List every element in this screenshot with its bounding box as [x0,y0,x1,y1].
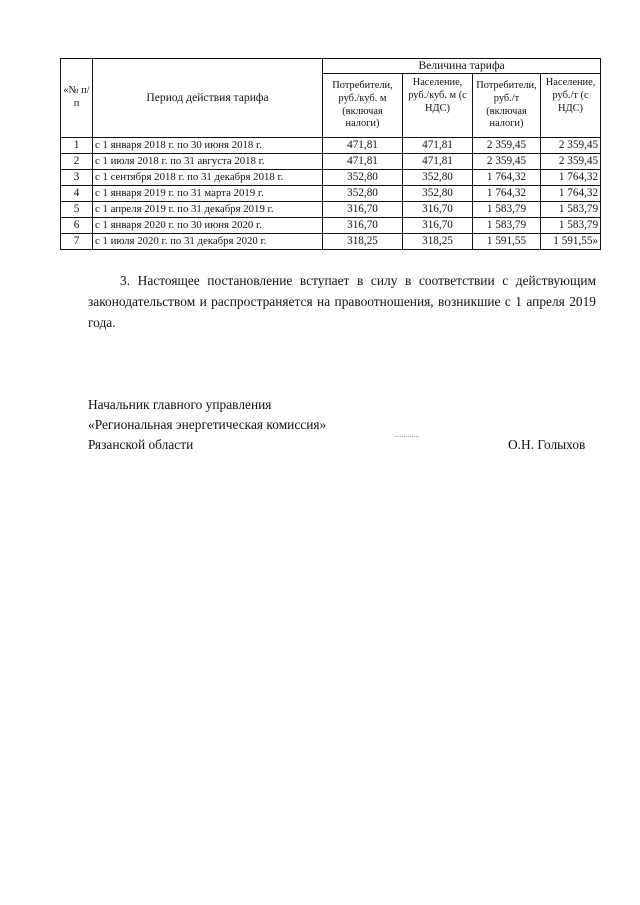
tariff-table [60,58,601,250]
row-consumers-m3: 316,70 [323,202,403,218]
row-consumers-t: 1 764,32 [473,186,541,202]
row-population-t: 2 359,45 [541,138,601,154]
row-number: 6 [61,218,93,234]
row-population-t: 1 764,32 [541,170,601,186]
table-row [61,138,601,154]
row-consumers-t: 2 359,45 [473,138,541,154]
row-consumers-m3: 352,80 [323,186,403,202]
row-number: 3 [61,170,93,186]
table-row [61,218,601,234]
header-period: Период действия тарифа [93,59,323,138]
row-consumers-t: 2 359,45 [473,154,541,170]
row-consumers-t: 1 583,79 [473,218,541,234]
header-consumers-m3: Потребители, руб./куб. м (включая налоги) [323,74,403,138]
row-consumers-t: 1 583,79 [473,202,541,218]
row-population-t: 1 591,55» [541,234,601,250]
clause-3-paragraph: 3. Настоящее постановление вступает в силу в соответствии с действующим законодательством и распространяется на правоотношения, возникшие с 1 апреля 2019 года. [88,273,596,330]
row-consumers-m3: 471,81 [323,154,403,170]
row-consumers-t: 1 764,32 [473,170,541,186]
row-number: 4 [61,186,93,202]
row-population-m3: 316,70 [403,218,473,234]
row-population-m3: 352,80 [403,170,473,186]
row-population-t: 2 359,45 [541,154,601,170]
table-row [61,170,601,186]
table-row [61,154,601,170]
row-number: 1 [61,138,93,154]
row-consumers-m3: 352,80 [323,170,403,186]
row-number: 2 [61,154,93,170]
signature-block [88,395,326,455]
header-population-m3: Население, руб./куб. м (с НДС) [403,74,473,138]
table-row [61,186,601,202]
header-population-t: Население, руб./т (с НДС) [541,74,601,138]
row-population-m3: 471,81 [403,154,473,170]
header-consumers-t: Потребители, руб./т (включая налоги) [473,74,541,138]
row-period: с 1 апреля 2019 г. по 31 декабря 2019 г. [93,202,323,218]
row-consumers-m3: 318,25 [323,234,403,250]
row-population-m3: 316,70 [403,202,473,218]
header-tariff-group: Величина тарифа [323,59,601,74]
signature-position-line3: Рязанской области [88,437,194,452]
scan-mark [395,436,419,437]
row-population-m3: 471,81 [403,138,473,154]
row-consumers-m3: 471,81 [323,138,403,154]
row-period: с 1 января 2020 г. по 30 июня 2020 г. [93,218,323,234]
table-row [61,202,601,218]
row-number: 5 [61,202,93,218]
row-period: с 1 сентября 2018 г. по 31 декабря 2018 г. [93,170,323,186]
row-period: с 1 января 2018 г. по 30 июня 2018 г. [93,138,323,154]
row-consumers-m3: 316,70 [323,218,403,234]
row-consumers-t: 1 591,55 [473,234,541,250]
signature-position-line2: «Региональная энергетическая комиссия» [88,417,327,432]
row-population-m3: 352,80 [403,186,473,202]
row-population-t: 1 764,32 [541,186,601,202]
row-population-m3: 318,25 [403,234,473,250]
signer-name: О.Н. Голыхов [508,437,586,452]
row-period: с 1 июля 2018 г. по 31 августа 2018 г. [93,154,323,170]
row-population-t: 1 583,79 [541,202,601,218]
row-period: с 1 июля 2020 г. по 31 декабря 2020 г. [93,234,323,250]
header-index: «№ п/п [61,59,93,138]
row-period: с 1 января 2019 г. по 31 марта 2019 г. [93,186,323,202]
table-row [61,234,601,250]
signature-position-line1: Начальник главного управления [88,397,272,412]
row-number: 7 [61,234,93,250]
row-population-t: 1 583,79 [541,218,601,234]
